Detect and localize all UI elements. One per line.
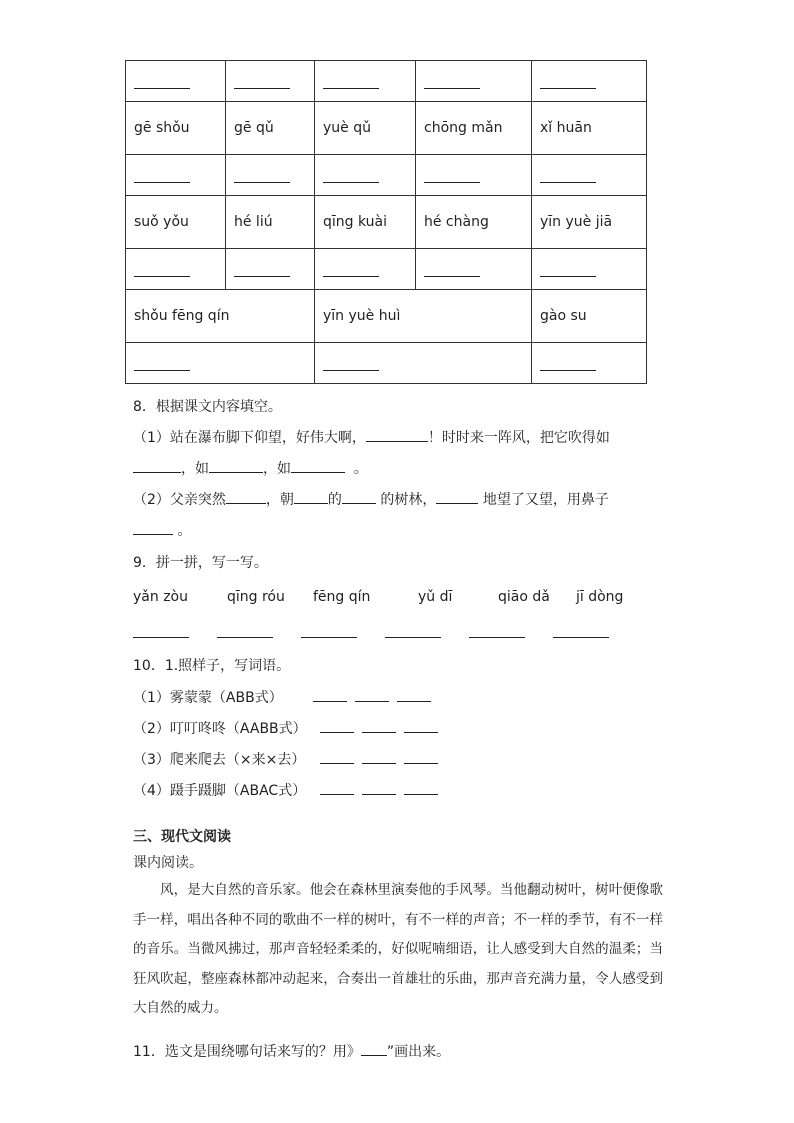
q10-item: （1）雾蒙蒙（ABB式） xyxy=(133,690,283,706)
pinyin-cell: shǒu fēng qín xyxy=(126,290,315,343)
answer-blank[interactable] xyxy=(362,732,396,733)
answer-blank[interactable] xyxy=(226,502,266,504)
pinyin-cell: gē qǔ xyxy=(226,102,315,155)
answer-cell[interactable] xyxy=(416,155,532,196)
answer-blank[interactable] xyxy=(366,440,428,442)
answer-cell[interactable] xyxy=(532,249,647,290)
pinyin-cell: qīng kuài xyxy=(315,196,416,249)
answer-blank[interactable] xyxy=(320,763,354,764)
q11-text-a: 11．选文是围绕哪句话来写的？用》 xyxy=(133,1044,361,1060)
answer-blank[interactable] xyxy=(209,471,263,473)
q8-line2-text-a: ，如 xyxy=(181,461,209,477)
answer-blank[interactable] xyxy=(217,637,273,638)
answer-cell[interactable] xyxy=(226,249,315,290)
answer-blank[interactable] xyxy=(362,763,396,764)
answer-blank[interactable] xyxy=(133,533,173,535)
q8-title: 8．根据课文内容填空。 xyxy=(133,399,282,415)
q8-line1-text-b: ！时时来一阵风，把它吹得如 xyxy=(427,430,610,446)
answer-cell[interactable] xyxy=(532,155,647,196)
answer-blank[interactable] xyxy=(404,794,438,795)
answer-blank[interactable] xyxy=(404,763,438,764)
q10-title: 10．1.照样子，写词语。 xyxy=(133,658,291,674)
answer-blank[interactable] xyxy=(404,732,438,733)
pinyin-cell: yīn yuè jiā xyxy=(532,196,647,249)
pinyin-cell: chōng mǎn xyxy=(416,102,532,155)
answer-cell[interactable] xyxy=(315,155,416,196)
answer-blank[interactable] xyxy=(291,471,345,473)
answer-blank[interactable] xyxy=(313,701,347,702)
q9-title: 9．拼一拼，写一写。 xyxy=(133,555,268,571)
answer-blank[interactable] xyxy=(320,732,354,733)
q8-line3-text-b: ，朝 xyxy=(265,492,294,508)
q8-line3 xyxy=(133,489,609,509)
answer-cell[interactable] xyxy=(126,249,226,290)
q8-line1 xyxy=(133,427,610,447)
q8-line2 xyxy=(133,458,368,478)
section-subheading: 课内阅读。 xyxy=(133,855,203,871)
answer-blank[interactable] xyxy=(133,471,181,473)
pinyin-cell: hé liú xyxy=(226,196,315,249)
answer-cell[interactable] xyxy=(416,249,532,290)
q9-word: yǔ dī xyxy=(418,589,453,605)
answer-cell[interactable] xyxy=(416,61,532,102)
answer-blank[interactable] xyxy=(385,637,441,638)
q11-line xyxy=(133,1041,450,1061)
q11-text-b: ”画出来。 xyxy=(386,1044,451,1060)
pinyin-cell: gē shǒu xyxy=(126,102,226,155)
answer-blank[interactable] xyxy=(362,794,396,795)
answer-cell[interactable] xyxy=(315,343,532,384)
q8-line2-text-b: ，如 xyxy=(263,461,291,477)
answer-cell[interactable] xyxy=(315,249,416,290)
answer-cell[interactable] xyxy=(315,61,416,102)
q8-line4 xyxy=(133,520,191,540)
answer-blank[interactable] xyxy=(342,502,376,504)
q10-item: （4）蹑手蹑脚（ABAC式） xyxy=(133,783,307,799)
answer-blank[interactable] xyxy=(355,701,389,702)
answer-blank[interactable] xyxy=(436,502,478,504)
answer-blank[interactable] xyxy=(397,701,431,702)
answer-blank[interactable] xyxy=(361,1054,387,1056)
answer-blank[interactable] xyxy=(320,794,354,795)
q10-item: （2）叮叮咚咚（AABB式） xyxy=(133,721,307,737)
pinyin-cell: hé chàng xyxy=(416,196,532,249)
answer-blank[interactable] xyxy=(469,637,525,638)
q9-word: yǎn zòu xyxy=(133,589,188,605)
q8-line3-text-e: 地望了又望，用鼻子 xyxy=(482,492,609,508)
q8-line3-text-d: 的树林， xyxy=(380,492,437,508)
answer-cell[interactable] xyxy=(532,343,647,384)
q8-line4-text: 。 xyxy=(177,523,192,539)
answer-cell[interactable] xyxy=(226,155,315,196)
answer-blank[interactable] xyxy=(553,637,609,638)
answer-cell[interactable] xyxy=(126,61,226,102)
q10-item: （3）爬来爬去（×来×去） xyxy=(133,752,306,768)
answer-cell[interactable] xyxy=(532,61,647,102)
q9-word: qīng róu xyxy=(227,589,285,605)
answer-blank[interactable] xyxy=(294,502,328,504)
answer-cell[interactable] xyxy=(226,61,315,102)
pinyin-cell: yuè qǔ xyxy=(315,102,416,155)
q8-line3-text-a: （2）父亲突然 xyxy=(133,492,226,508)
pinyin-cell: suǒ yǒu xyxy=(126,196,226,249)
pinyin-cell: xǐ huān xyxy=(532,102,647,155)
answer-cell[interactable] xyxy=(126,155,226,196)
pinyin-table xyxy=(125,60,647,384)
q8-line1-text-a: （1）站在瀑布脚下仰望，好伟大啊， xyxy=(133,430,366,446)
q9-word: jī dòng xyxy=(576,589,624,605)
answer-blank[interactable] xyxy=(133,637,189,638)
answer-blank[interactable] xyxy=(301,637,357,638)
pinyin-cell: yīn yuè huì xyxy=(315,290,532,343)
answer-cell[interactable] xyxy=(126,343,315,384)
q8-line3-text-c: 的 xyxy=(327,492,342,508)
section-heading: 三、现代文阅读 xyxy=(133,829,231,845)
q9-word: qiāo dǎ xyxy=(498,589,550,605)
reading-passage: 风，是大自然的音乐家。他会在森林里演奏他的手风琴。当他翻动树叶，树叶便像歌手一样，唱出各种不同的歌曲不一样的树叶，有不一样的声音；不一样的季节，有不一样的音乐。当微风拂过，那声音轻轻柔柔的，好似呢喃细语，让人感受到大自然的温柔；当狂风吹起，整座森林都冲动起来，合奏出一首雄壮的乐曲，那声音充满力量，令人感受到大自然的威力。 xyxy=(133,882,663,1016)
q8-line2-text-c: 。 xyxy=(353,461,368,477)
pinyin-cell: gào su xyxy=(532,290,647,343)
q9-word: fēng qín xyxy=(313,589,371,605)
